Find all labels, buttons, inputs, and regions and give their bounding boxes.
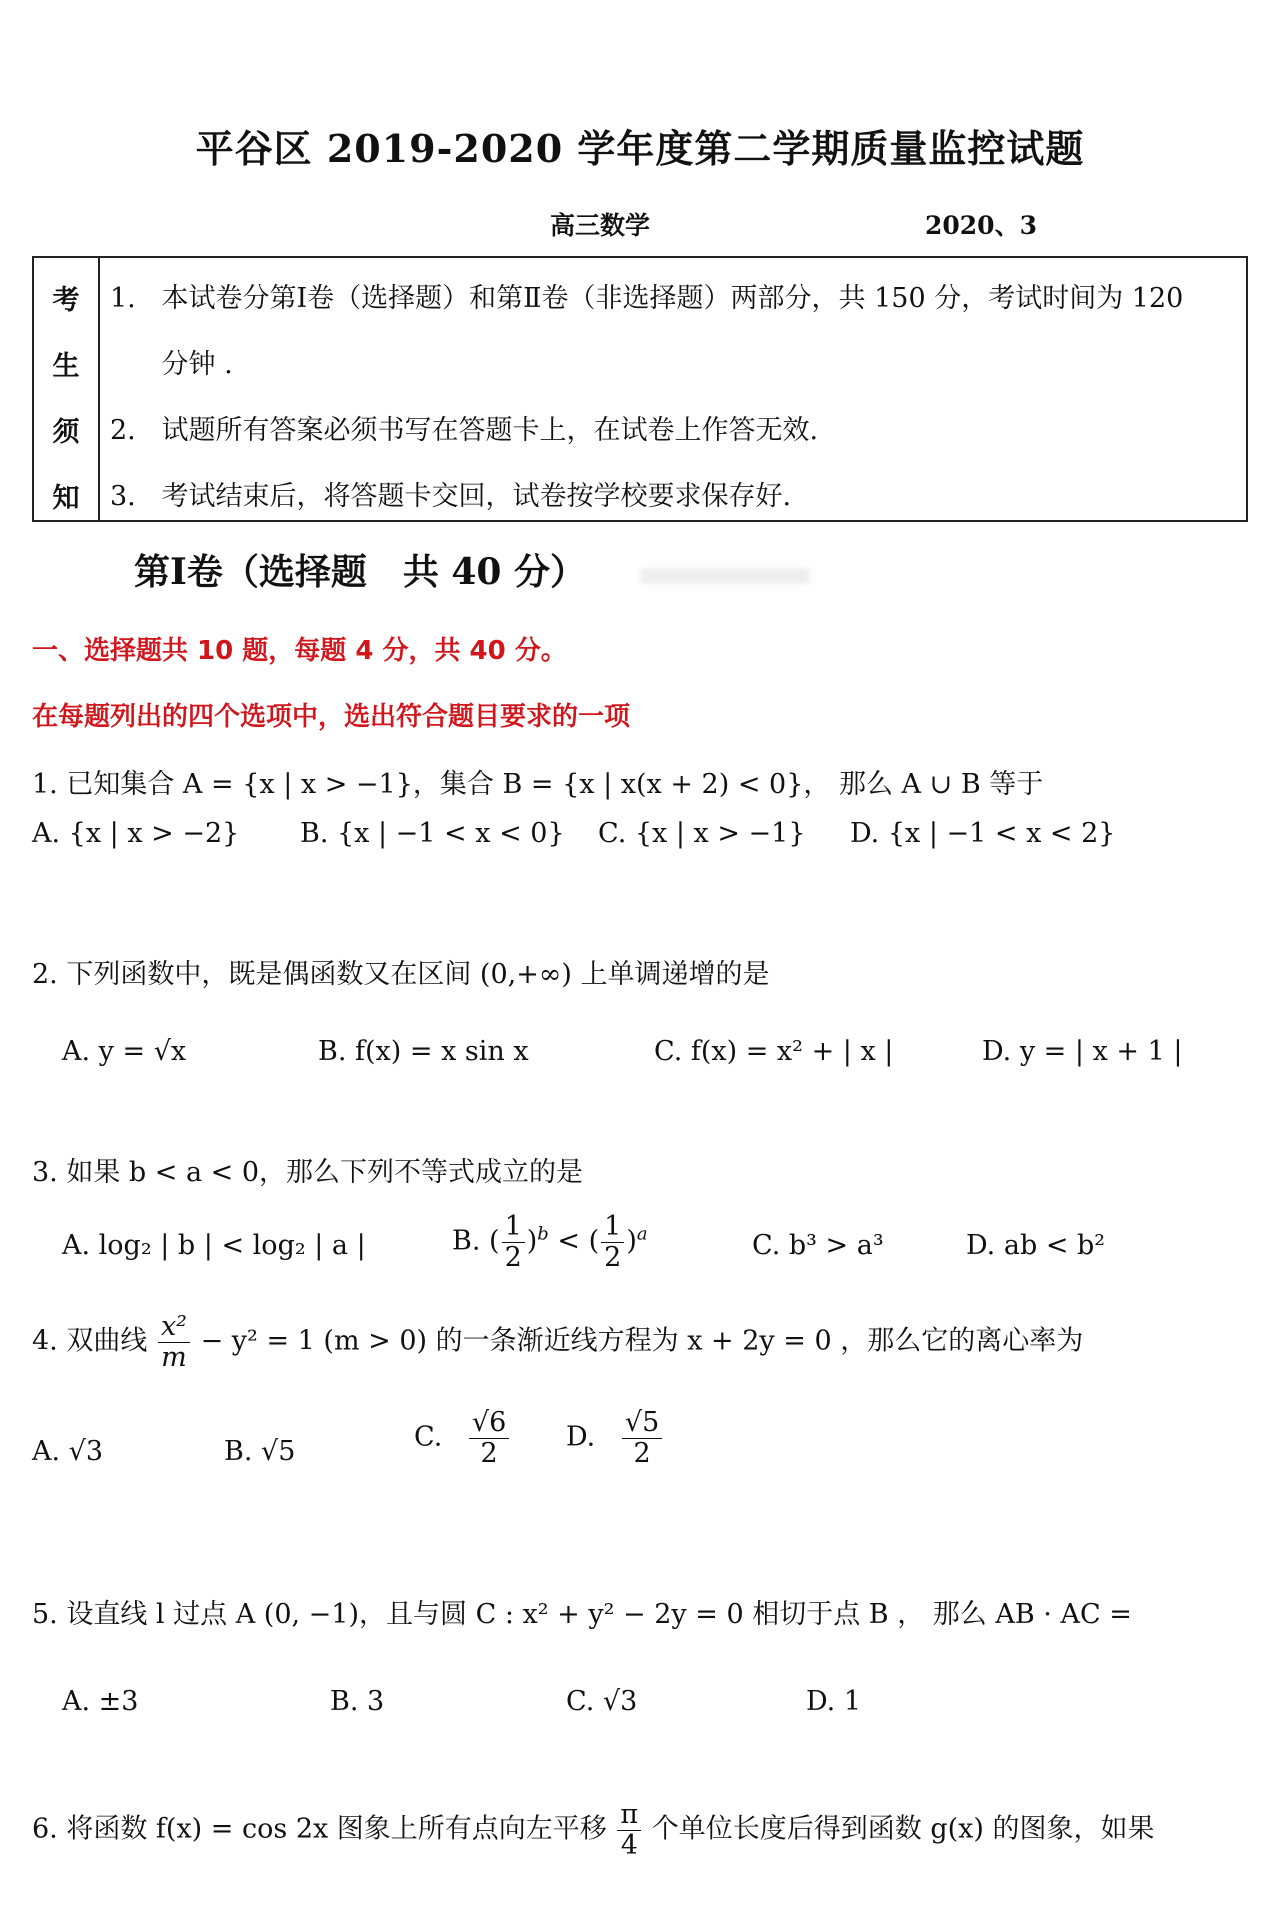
exam-subject: 高三数学: [550, 211, 651, 240]
fraction-denominator: m: [161, 1341, 187, 1373]
notice-char: 生: [52, 351, 80, 382]
question-4-option-c: [414, 1408, 511, 1468]
question-3-stem: 3. 如果 b < a < 0，那么下列不等式成立的是: [32, 1157, 584, 1188]
fraction-numerator: √6: [469, 1408, 509, 1439]
fraction-numerator: √5: [622, 1408, 662, 1439]
notice-item: 2. 试题所有答案必须书写在答题卡上，在试卷上作答无效.: [110, 415, 819, 446]
exam-date: 2020、3: [925, 211, 1037, 240]
question-2-stem: 2. 下列函数中，既是偶函数又在区间 (0,+∞) 上单调递增的是: [32, 959, 770, 990]
question-5-option-b: B. 3: [330, 1686, 385, 1717]
stem-text: 个单位长度后得到函数 g(x) 的图象，如果: [651, 1813, 1155, 1845]
question-3-option-a: A. log₂ | b | < log₂ | a |: [62, 1230, 366, 1261]
question-1-option-a: A. {x | x > −2}: [32, 818, 240, 849]
notice-char: 考: [52, 285, 80, 316]
fraction-denominator: 2: [633, 1437, 651, 1469]
fraction-denominator: 2: [480, 1437, 498, 1469]
exponent: a: [636, 1223, 648, 1245]
question-1-option-b: B. {x | −1 < x < 0}: [300, 818, 565, 849]
question-2-option-b: B. f(x) = x sin x: [318, 1036, 529, 1067]
notice-char: 须: [52, 417, 80, 448]
question-2-option-a: A. y = √x: [62, 1036, 187, 1067]
fraction-denominator: 2: [604, 1241, 622, 1273]
fraction-denominator: 4: [620, 1829, 638, 1861]
question-5-option-d: D. 1: [806, 1686, 862, 1717]
part-title: 第Ⅰ卷（选择题 共 40 分）: [134, 551, 587, 593]
question-5-option-a: A. ±3: [62, 1686, 139, 1717]
option-label: C.: [414, 1421, 443, 1453]
question-4-option-d: [566, 1408, 664, 1468]
fraction-numerator: 1: [502, 1212, 525, 1243]
exam-title: 平谷区 2019-2020 学年度第二学期质量监控试题: [195, 126, 1085, 171]
fraction-denominator: 2: [504, 1241, 522, 1273]
stem-text: 4. 双曲线: [32, 1325, 148, 1357]
option-label: B.: [452, 1225, 481, 1257]
exponent: b: [537, 1223, 549, 1245]
fraction-numerator: π: [617, 1800, 641, 1831]
question-4-option-a: A. √3: [32, 1436, 104, 1467]
question-5-option-c: C. √3: [566, 1686, 638, 1717]
fraction-numerator: 1: [601, 1212, 624, 1243]
notice-item: 1. 本试卷分第Ⅰ卷（选择题）和第Ⅱ卷（非选择题）两部分，共 150 分，考试时间为 120: [110, 283, 1184, 314]
question-4-option-b: B. √5: [224, 1436, 296, 1467]
question-6-stem: [32, 1800, 1155, 1860]
stem-text: − y² = 1 (m > 0) 的一条渐近线方程为 x + 2y = 0 ，那么它的离心率为: [200, 1325, 1084, 1357]
stem-text: 6. 将函数 f(x) = cos 2x 图象上所有点向左平移: [32, 1813, 607, 1845]
section-instruction: 在每题列出的四个选项中，选出符合题目要求的一项: [32, 702, 631, 732]
notice-item: 3. 考试结束后，将答题卡交回，试卷按学校要求保存好.: [110, 481, 792, 512]
question-2-option-d: D. y = | x + 1 |: [982, 1036, 1183, 1067]
question-3-option-b: B. ( $\frac{1}{2}$ )$^b$ < ( $\frac{1}{2}$ )$^a$: [452, 1211, 648, 1273]
notice-char: 知: [52, 483, 80, 514]
question-1-option-d: D. {x | −1 < x < 2}: [850, 818, 1116, 849]
exam-notice-box: [32, 256, 1248, 522]
option-label: D.: [566, 1421, 596, 1453]
fraction-numerator: x²: [158, 1312, 190, 1343]
question-1-option-c: C. {x | x > −1}: [598, 818, 806, 849]
notice-item: 分钟 .: [110, 349, 233, 380]
section-heading: 一、选择题共 10 题，每题 4 分，共 40 分。: [32, 636, 567, 666]
question-3-option-d: D. ab < b²: [966, 1230, 1106, 1261]
question-2-option-c: C. f(x) = x² + | x |: [654, 1036, 894, 1067]
notice-side-label: [34, 258, 100, 520]
question-1-stem: 1. 已知集合 A = {x | x > −1}，集合 B = {x | x(x + 2) < 0}， 那么 A ∪ B 等于: [32, 769, 1044, 800]
question-5-stem: 5. 设直线 l 过点 A (0, −1)，且与圆 C : x² + y² − 2y = 0 相切于点 B ， 那么 AB · AC =: [32, 1599, 1132, 1630]
question-3-option-c: C. b³ > a³: [752, 1230, 884, 1261]
scan-smudge: [640, 568, 810, 584]
question-4-stem: [32, 1312, 1083, 1372]
